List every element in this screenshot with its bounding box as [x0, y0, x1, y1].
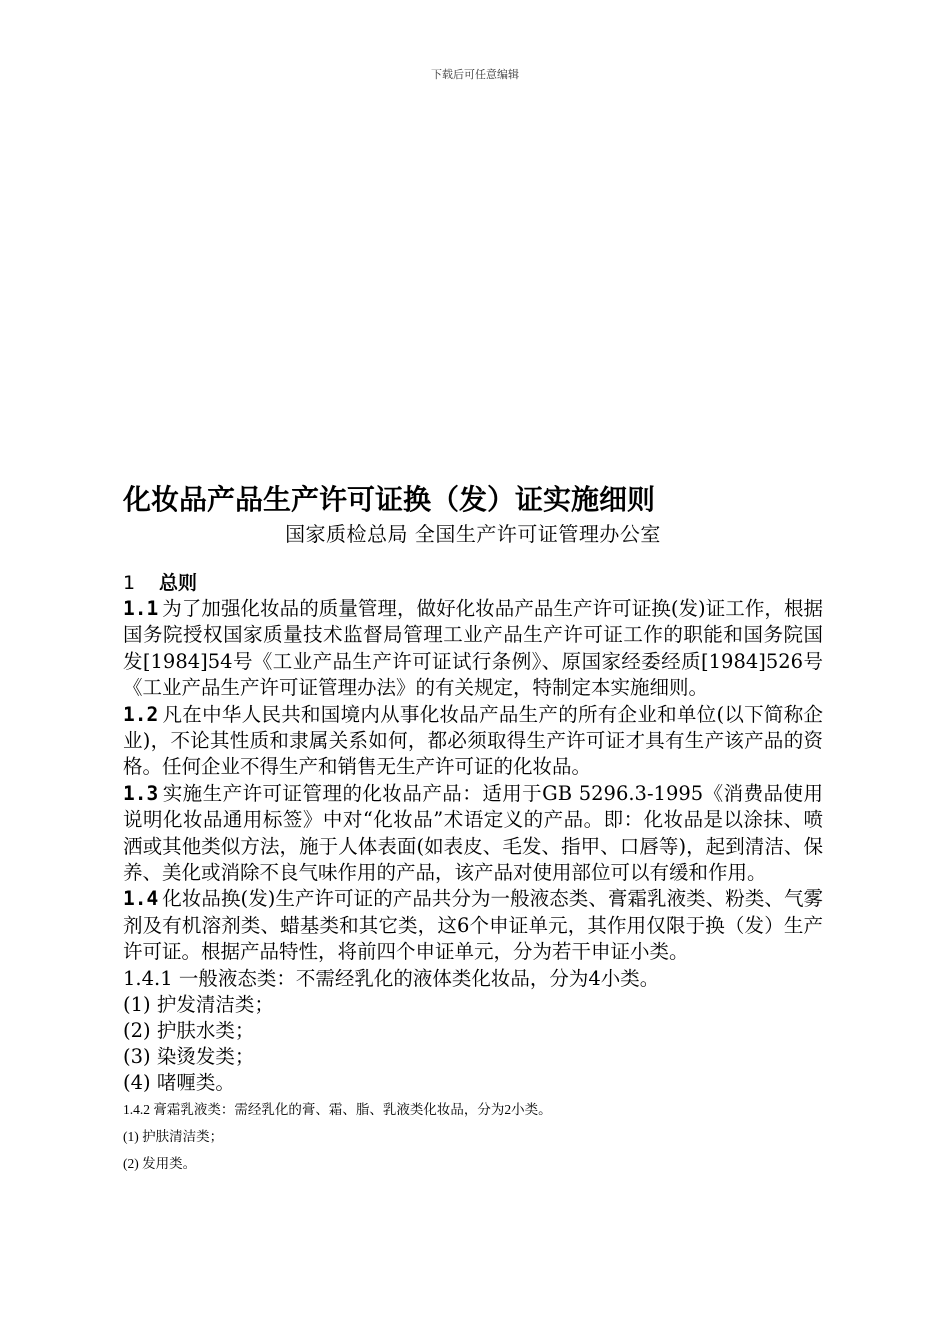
clause-1-1: [123, 596, 823, 702]
page-header-note: 下载后可任意编辑: [431, 68, 519, 81]
clause-text: 化妆品换(发)生产许可证的产品共分为一般液态类、膏霜乳液类、粉类、气雾剂及有机溶剂类、蜡基类和其它类，这6个申证单元，其作用仅限于换（发）生产许可证。根据产品特性，将前四个申证单元，分为若干申证小类。: [123, 887, 823, 964]
document-subtitle: 国家质检总局 全国生产许可证管理办公室: [285, 522, 661, 546]
list-item: (2) 发用类。: [123, 1155, 197, 1171]
list-item: (1) 护肤清洁类；: [123, 1128, 224, 1144]
clause-number: 1.1: [123, 597, 159, 620]
section-number: 1: [123, 572, 136, 594]
list-item: (3) 染烫发类；: [123, 1044, 255, 1068]
subclause-1-4-2-heading: 1.4.2 膏霜乳液类：需经乳化的膏、霜、脂、乳液类化妆品，分为2小类。: [123, 1101, 552, 1117]
list-item: (1) 护发清洁类；: [123, 992, 274, 1016]
clause-number: 1.4: [123, 887, 159, 911]
clause-text: 凡在中华人民共和国境内从事化妆品产品生产的所有企业和单位(以下简称企业)，不论其性质和隶属关系如何，都必须取得生产许可证才具有生产该产品的资格。任何企业不得生产和销售无生产许可证的化妆品。: [123, 702, 823, 779]
list-item: (4) 啫喱类。: [123, 1070, 235, 1094]
clause-text: 为了加强化妆品的质量管理，做好化妆品产品生产许可证换(发)证工作，根据国务院授权国家质量技术监督局管理工业产品生产许可证工作的职能和国务院国发[1984]54号《工业产品生产许可证试行条例》、原国家经委经质[1984]526号《工业产品生产许可证管理办法》的有关规定，特制定本实施细则。: [123, 597, 823, 700]
clause-1-4: [123, 886, 823, 965]
document-title: 化妆品产品生产许可证换（发）证实施细则: [123, 483, 656, 516]
clause-text: 实施生产许可证管理的化妆品产品：适用于GB 5296.3-1995《消费品使用说明化妆品通用标签》中对“化妆品”术语定义的产品。即：化妆品是以涂抹、喷洒或其他类似方法，施于人体表面(如表皮、毛发、指甲、口唇等)，起到清洁、保养、美化或消除不良气味作用的产品，该产品对使用部位可以有缓和作用。: [123, 781, 823, 885]
clause-number: 1.3: [123, 781, 159, 805]
clause-1-3: [123, 781, 823, 887]
clause-1-2: [123, 702, 823, 781]
subclause-1-4-1-heading: 1.4.1 一般液态类：不需经乳化的液体类化妆品，分为4小类。: [123, 966, 660, 990]
list-item: (2) 护肤水类；: [123, 1018, 255, 1042]
document-body: [123, 480, 823, 1177]
clause-number: 1.2: [123, 702, 159, 726]
section-heading: [123, 570, 823, 596]
section-title: 总则: [159, 572, 198, 594]
